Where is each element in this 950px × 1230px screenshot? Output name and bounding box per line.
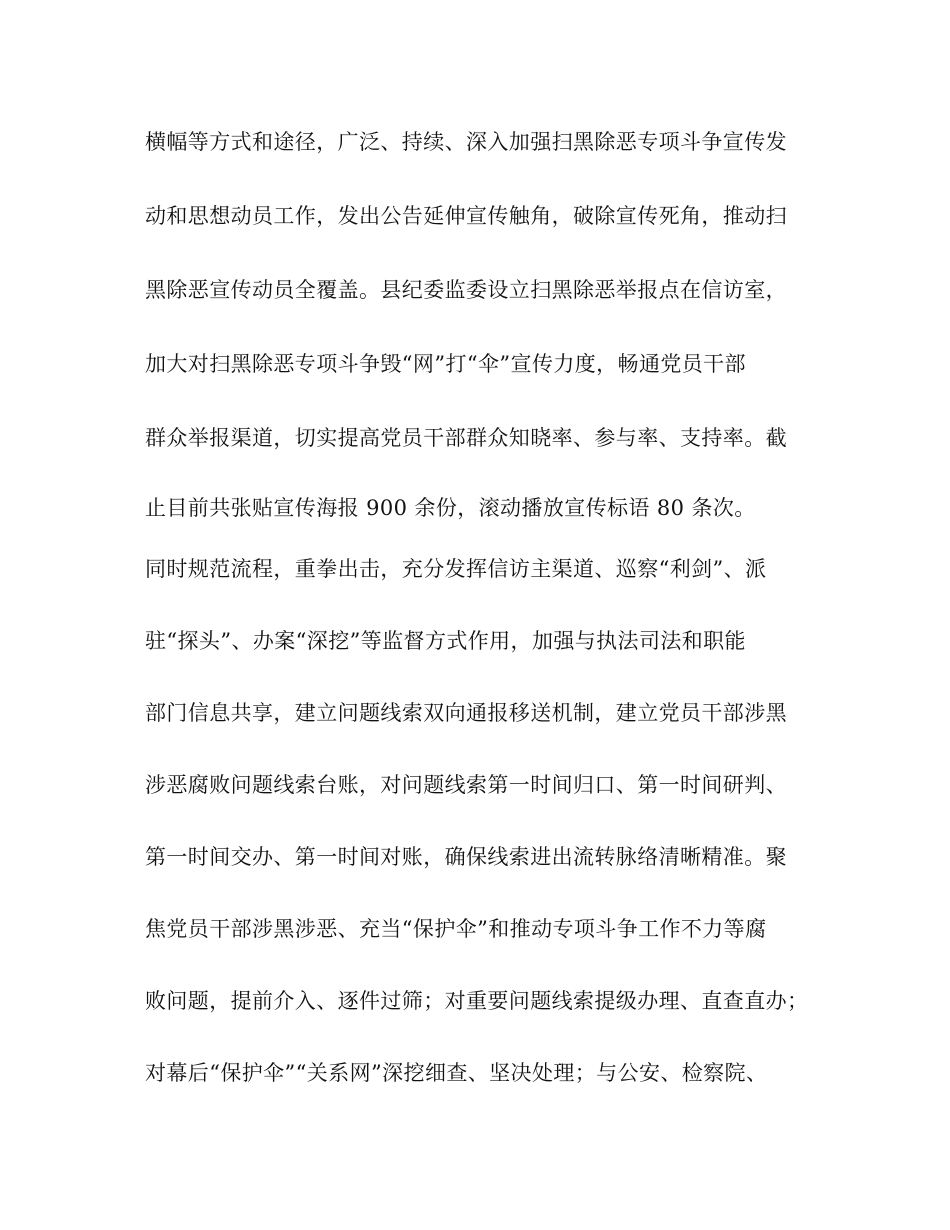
text-line: 驻“探头”、办案“深挖”等监督方式作用，加强与执法司法和职能	[145, 629, 746, 653]
text-line: 第一时间交办、第一时间对账，确保线索进出流转脉络清晰精准。聚	[145, 845, 787, 869]
text-line: 动和思想动员工作，发出公告延伸宣传触角，破除宣传死角，推动扫	[145, 204, 787, 228]
text-line: 部门信息共享，建立问题线索双向通报移送机制，建立党员干部涉黑	[145, 701, 787, 725]
text-line: 对幕后“保护伞”“关系网”深挖细查、坚决处理；与公安、检察院、	[145, 1061, 768, 1085]
text-line: 止目前共张贴宣传海报 900 余份，滚动播放宣传标语 80 条次。	[145, 496, 756, 520]
text-line: 败问题，提前介入、逐件过筛；对重要问题线索提级办理、直查直办；	[145, 989, 809, 1013]
text-line: 焦党员干部涉黑涉恶、充当“保护伞”和推动专项斗争工作不力等腐	[145, 917, 767, 941]
text-line: 加大对扫黑除恶专项斗争毁“网”打“伞”宣传力度，畅通党员干部	[145, 352, 746, 376]
text-line: 群众举报渠道，切实提高党员干部群众知晓率、参与率、支持率。截	[145, 426, 787, 450]
text-line: 横幅等方式和途径，广泛、持续、深入加强扫黑除恶专项斗争宣传发	[145, 130, 787, 154]
text-line: 黑除恶宣传动员全覆盖。县纪委监委设立扫黑除恶举报点在信访室，	[145, 278, 787, 302]
text-line: 涉恶腐败问题线索台账，对问题线索第一时间归口、第一时间研判、	[145, 773, 787, 797]
text-line: 同时规范流程，重拳出击，充分发挥信访主渠道、巡察“利剑”、派	[145, 557, 767, 581]
